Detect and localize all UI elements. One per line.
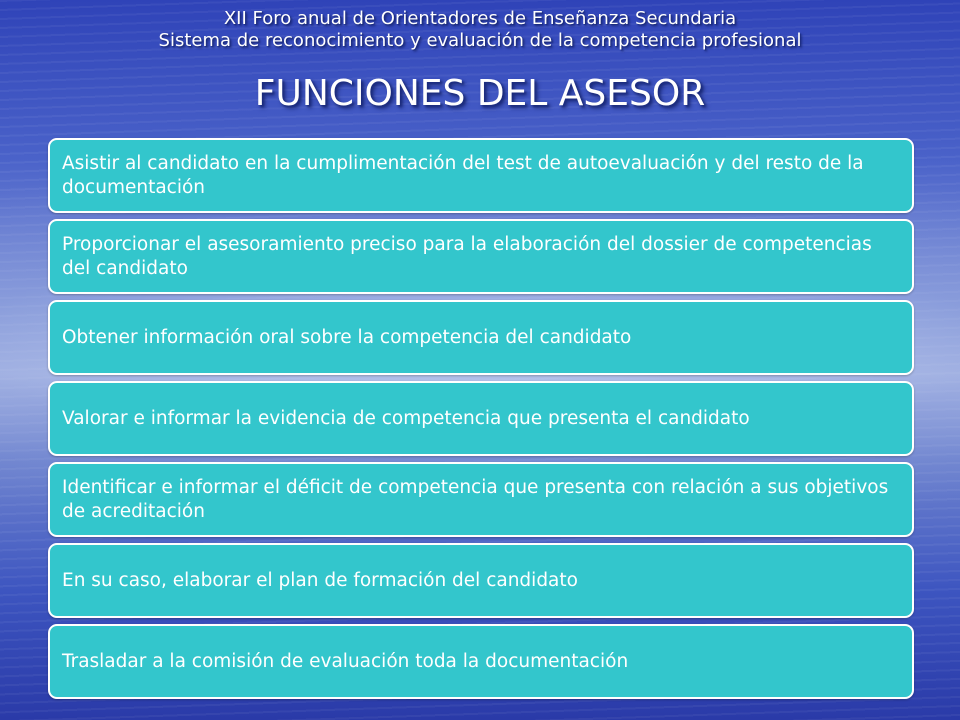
functions-list — [48, 138, 914, 699]
function-item — [48, 462, 914, 537]
header-line-system: Sistema de reconocimiento y evaluación de la competencia profesional — [158, 30, 802, 51]
function-item — [48, 300, 914, 375]
function-item-text: Obtener información oral sobre la competencia del candidato — [62, 326, 632, 348]
function-item-text: Proporcionar el asesoramiento preciso para la elaboración del dossier de competencias del candidato — [62, 233, 872, 279]
function-item-text: Valorar e informar la evidencia de competencia que presenta el candidato — [62, 407, 750, 429]
function-item-text: En su caso, elaborar el plan de formación del candidato — [62, 569, 578, 591]
function-item — [48, 138, 914, 213]
function-item — [48, 381, 914, 456]
header-line-forum: XII Foro anual de Orientadores de Enseñanza Secundaria — [223, 8, 737, 29]
slide-header — [0, 8, 960, 52]
function-item-text: Asistir al candidato en la cumplimentación del test de autoevaluación y del resto de la documentación — [62, 152, 864, 198]
function-item — [48, 219, 914, 294]
function-item-text: Trasladar a la comisión de evaluación toda la documentación — [62, 650, 629, 672]
function-item-text: Identificar e informar el déficit de competencia que presenta con relación a sus objetivos de acreditación — [62, 476, 889, 522]
function-item — [48, 624, 914, 699]
function-item — [48, 543, 914, 618]
slide-title: FUNCIONES DEL ASESOR — [254, 73, 706, 114]
